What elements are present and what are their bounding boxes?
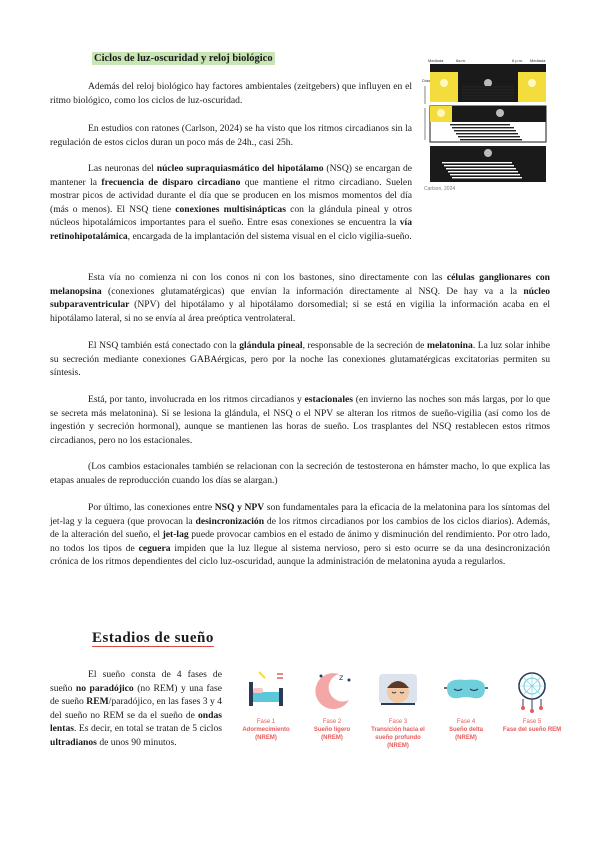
phase-5 (496, 668, 568, 734)
paragraph-nsq: Las neuronas del núcleo supraquiasmático del hipotálamo (NSQ) se encargan de mantener la frecuencia de disparo circadiano que mantiene el ritmo circadiano. Suelen mostrar picos de actividad durante el día que se producen en los mismos momentos del día (más o menos). El NSQ tiene conexiones multisinápticas con la glándula pineal y otros núcleos hipotalámicos importantes para el sueño. Entre esas conexiones se encuentra la vía retinohipotalámica, encargada de la implantación del sistema visual en el ciclo vigilia-sueño. (50, 163, 413, 242)
paragraph-testosterone: (Los cambios estacionales también se relacionan con la secreción de testosterona en hámster macho, lo que explica las etapas anuales de reproducción cuando los días se alargan.) (50, 461, 550, 486)
paragraph-melanopsin: Esta vía no comienza ni con los conos ni con los bastones, sino directamente con las células ganglionares con melanopsina (conexiones glutamatérgicas) que envían la información directamente al NSQ. De hay va a la núcleo subparaventricular (NPV) del hipotálamo y al hipotálamo dorsomedial; si se está en vigilia la información acaba en el hipotálamo lateral, si no se envía al área preóptica ventrolateral. (50, 272, 551, 324)
phase-1-number: Fase 1 (256, 719, 276, 725)
phase-2-number: Fase 2 (322, 719, 342, 725)
phase-2-tag: (NREM) (321, 735, 343, 741)
phase-1 (230, 668, 302, 742)
paragraph-mice-study: En estudios con ratones (Carlson, 2024) se ha visto que los ritmos circadianos sin la regulación de estos ciclos duran un poco más de 24h., casi 25h. (50, 123, 412, 148)
phase-2-label: Sueño ligero (313, 727, 351, 733)
paragraph-jetlag: Por último, las conexiones entre NSQ y NPV son fundamentales para la eficacia de la melatonina para los síntomas del jet-lag y la ceguera (que provocan la desincronización de los ritmos circadianos por los cambios de los ciclos diarios). Además, de la alteración del sueño, el jet-lag puede provocar cambios en el estado de ánimo y disminución del rendimiento. Por otro lado, no todos los tipos de ceguera impiden que la luz llegue al sistema nervioso, pero si esto ocurre se da una desincronización crónica de los ritmos dependientes del ciclo luz-oscuridad, aunque la administración de melatonina ayuda a regularlos. (50, 502, 550, 567)
phase-3-number: Fase 3 (388, 719, 408, 725)
sleeping-face-icon (375, 668, 421, 714)
circadian-diagram (422, 56, 548, 192)
fig-side-label: Días (422, 78, 431, 83)
svg-text:z: z (339, 673, 344, 682)
phase-5-label: Fase del sueño REM (502, 727, 562, 733)
section-title-light-dark: Ciclos de luz-oscuridad y reloj biológico (94, 53, 273, 64)
dreamcatcher-icon (509, 668, 555, 714)
bed-icon (243, 668, 289, 714)
fig-label-1: Medioda (428, 58, 444, 63)
figure-caption: Carlson, 2024 (424, 186, 456, 192)
sleep-mask-icon (443, 668, 489, 714)
phase-1-label: Adormecimiento (242, 727, 290, 733)
phase-2 (296, 668, 368, 742)
section-title-sleep-stages: Estadios de sueño (92, 630, 214, 646)
paragraph-pineal: El NSQ también está conectado con la glándula pineal, responsable de la secreción de melatonina. La luz solar inhibe su secreción mediante conexiones GABAérgicas, pero por la noche las conexiones glutamatérgicas excitatorias permiten su síntesis. (50, 340, 550, 378)
paragraph-seasonal: Está, por tanto, involucrada en los ritmos circadianos y estacionales (en invierno las noches son más largas, por lo que se secreta más melatonina). Si se lesiona la glándula, el NSQ o el NPV se alteran los ritmos de sueño-vigilia (así como los de ingestión y secreción hormonal), aunque se mantienen las horas de sueño. Los trasplantes del NSQ restablecen estos ritmos circadianos, pero no los estacionales. (50, 394, 550, 446)
fig-label-3: 6 p.m. (512, 58, 524, 63)
phase-4-label: Sueño delta (448, 727, 483, 733)
paragraph-zeitgebers: Además del reloj biológico hay factores ambientales (zeitgebers) que influyen en el ritmo biológico, como los ciclos de luz-oscuridad. (50, 81, 412, 106)
phase-5-number: Fase 5 (522, 719, 542, 725)
phase-1-tag: (NREM) (255, 735, 277, 741)
phase-3 (362, 668, 434, 750)
phase-3-tag: (NREM) (387, 743, 409, 749)
moon-icon (309, 668, 355, 714)
phase-4 (430, 668, 502, 742)
phase-4-tag: (NREM) (455, 735, 477, 741)
fig-label-2: 6a.m. (456, 58, 467, 63)
circadian-figure (422, 56, 548, 192)
phase-3-label: Transición hacia el sueño profundo (371, 727, 425, 741)
phase-4-number: Fase 4 (456, 719, 476, 725)
fig-label-4: Mediada (530, 58, 546, 63)
paragraph-sleep-intro: El sueño consta de 4 fases de sueño no paradójico (no REM) y una fase de sueño REM/paradójico, en las fases 3 y 4 del sueño no REM se da el sueño de ondas lentas. Es decir, en total se tratan de 5 ciclos ultradianos de unos 90 minutos. (50, 669, 223, 748)
